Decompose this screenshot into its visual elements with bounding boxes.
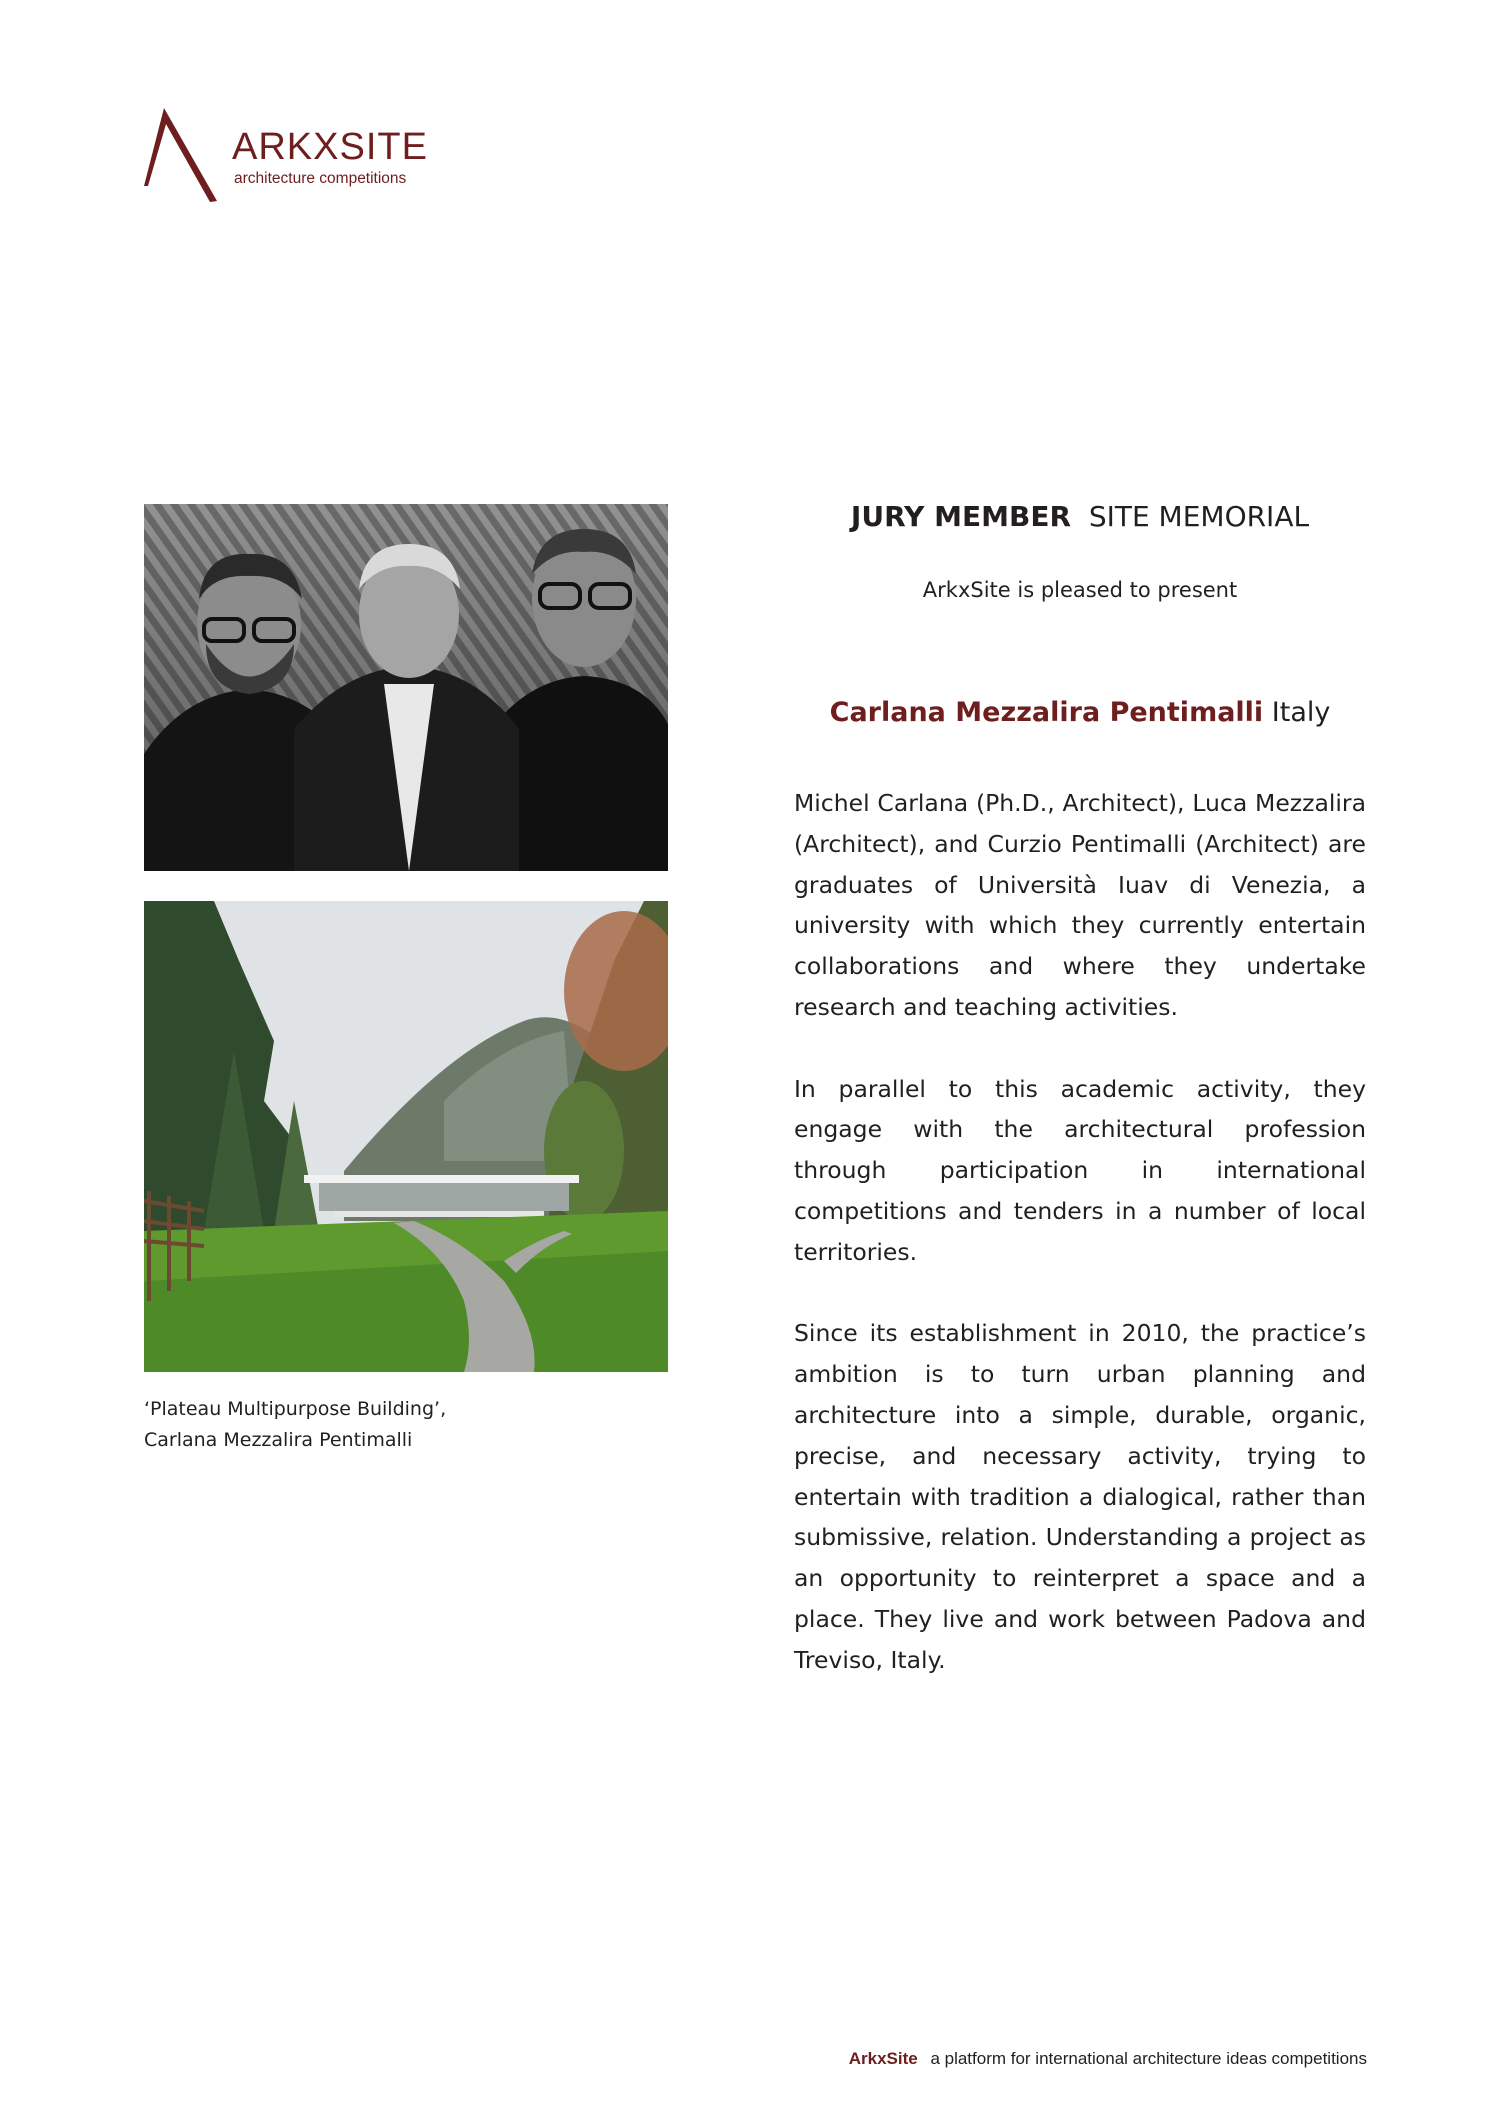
arkxsite-logo xyxy=(142,106,442,206)
caption-title: ‘Plateau Multipurpose Building’, xyxy=(144,1398,447,1420)
header-competition: SITE MEMORIAL xyxy=(1088,500,1310,533)
image-caption xyxy=(144,1394,544,1456)
jury-firm: Carlana Mezzalira Pentimalli xyxy=(829,697,1264,728)
bio-paragraph: In parallel to this academic activity, they engage with the architectural profession through participation in international competitions and tenders in a number of local territories. xyxy=(794,1074,1366,1266)
page-title xyxy=(730,500,1430,533)
logo-tagline: architecture competitions xyxy=(234,170,407,187)
landscape-photo-icon xyxy=(144,901,668,1372)
page-footer xyxy=(730,2049,1367,2069)
bio-paragraph: Since its establishment in 2010, the practice’s ambition is to turn urban planning and architecture into a simple, durable, organic, precise, and necessary activity, trying to entertain with tradition a dialogical, rather than submissive, relation. Understanding a project as an opportunity to reinterpret a space and a place. They live and work between Padova and Treviso, Italy. xyxy=(794,1319,1366,1674)
jury-country: Italy xyxy=(1271,697,1331,728)
bio-paragraph: Michel Carlana (Ph.D., Architect), Luca Mezzalira (Architect), and Curzio Pentimalli (Architect) are graduates of Università Iuav di Venezia, a university with which they currently entertain collaborations and where they undertake research and teaching activities. xyxy=(794,789,1366,1021)
header-label: JURY MEMBER xyxy=(850,500,1072,533)
portrait-photo-icon xyxy=(144,504,668,871)
logo-name: ARKXSITE xyxy=(232,126,428,168)
footer-brand: ArkxSite xyxy=(848,2049,918,2068)
logo-mark-icon xyxy=(142,106,232,206)
intro-text: ArkxSite is pleased to present xyxy=(922,578,1238,602)
footer-text: a platform for international architecture ideas competitions xyxy=(930,2049,1367,2068)
jury-name xyxy=(730,697,1430,728)
caption-credit: Carlana Mezzalira Pentimalli xyxy=(144,1429,413,1451)
building-photo xyxy=(144,901,668,1372)
team-photo xyxy=(144,504,668,871)
jury-bio xyxy=(794,783,1366,1721)
